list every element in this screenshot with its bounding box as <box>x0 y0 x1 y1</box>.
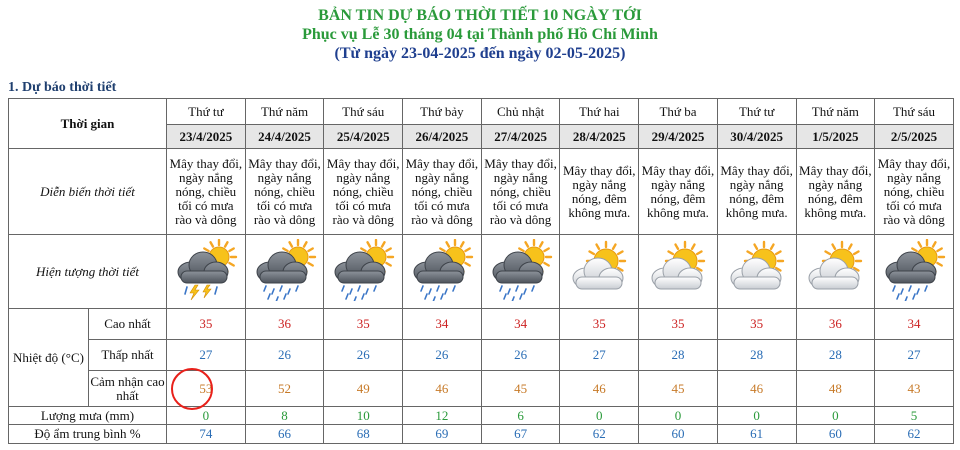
min-temp: 27 <box>560 340 639 371</box>
report-date-range: (Từ ngày 23-04-2025 đến ngày 02-05-2025) <box>334 45 626 62</box>
min-temp: 26 <box>403 340 482 371</box>
min-temp-label: Thấp nhất <box>89 340 167 371</box>
table-row <box>9 371 954 407</box>
rainfall: 0 <box>560 407 639 425</box>
weather-icon-cell <box>167 235 246 309</box>
partly-cloudy-icon <box>724 239 790 305</box>
max-temp-label: Cao nhất <box>89 309 167 340</box>
min-temp: 27 <box>875 340 954 371</box>
day-name: Thứ hai <box>560 99 639 125</box>
day-date: 30/4/2025 <box>717 125 796 149</box>
weather-desc: Mây thay đổi, ngày nắng nóng, đêm không mưa. <box>717 149 796 235</box>
rain-sun-icon <box>252 239 318 305</box>
max-temp: 36 <box>796 309 875 340</box>
humidity-label: Độ ẩm trung bình % <box>9 425 167 444</box>
humidity: 74 <box>167 425 246 444</box>
feel-temp: 46 <box>560 371 639 407</box>
humidity: 62 <box>875 425 954 444</box>
humidity: 68 <box>324 425 403 444</box>
time-header: Thời gian <box>9 99 167 149</box>
rain-sun-icon <box>881 239 947 305</box>
max-temp: 35 <box>560 309 639 340</box>
day-name: Thứ ba <box>639 99 718 125</box>
rainfall: 0 <box>717 407 796 425</box>
temperature-label: Nhiệt độ (°C) <box>9 309 89 407</box>
feel-temp-label: Cảm nhận cao nhất <box>89 371 167 407</box>
min-temp: 27 <box>167 340 246 371</box>
day-name: Chủ nhật <box>481 99 560 125</box>
humidity: 60 <box>639 425 718 444</box>
day-date: 26/4/2025 <box>403 125 482 149</box>
feel-temp: 46 <box>717 371 796 407</box>
section-title: 1. Dự báo thời tiết <box>8 80 117 95</box>
weather-icon-cell <box>403 235 482 309</box>
weather-desc: Mây thay đổi, ngày nắng nóng, chiều tối có mưa rào và dông <box>875 149 954 235</box>
feel-temp: 46 <box>403 371 482 407</box>
weather-icon-cell <box>875 235 954 309</box>
day-name: Thứ bảy <box>403 99 482 125</box>
max-temp: 34 <box>875 309 954 340</box>
table-row <box>9 340 954 371</box>
feel-temp: 43 <box>875 371 954 407</box>
table-row <box>9 99 954 125</box>
feel-temp: 53 <box>167 371 246 407</box>
table-row <box>9 407 954 425</box>
day-date: 28/4/2025 <box>560 125 639 149</box>
max-temp: 34 <box>481 309 560 340</box>
max-temp: 36 <box>245 309 324 340</box>
forecast-table <box>8 98 954 444</box>
humidity: 62 <box>560 425 639 444</box>
weather-desc-label: Diễn biến thời tiết <box>9 149 167 235</box>
weather-desc: Mây thay đổi, ngày nắng nóng, chiều tối có mưa rào và dông <box>245 149 324 235</box>
rainfall: 0 <box>639 407 718 425</box>
day-name: Thứ sáu <box>875 99 954 125</box>
partly-cloudy-icon <box>566 239 632 305</box>
day-name: Thứ tư <box>717 99 796 125</box>
day-date: 2/5/2025 <box>875 125 954 149</box>
rain-label: Lượng mưa (mm) <box>9 407 167 425</box>
rainfall: 8 <box>245 407 324 425</box>
weather-desc: Mây thay đổi, ngày nắng nóng, đêm không mưa. <box>560 149 639 235</box>
rainfall: 5 <box>875 407 954 425</box>
rainfall: 6 <box>481 407 560 425</box>
rainfall: 12 <box>403 407 482 425</box>
rain-sun-icon <box>409 239 475 305</box>
weather-icon-cell <box>796 235 875 309</box>
max-temp: 35 <box>717 309 796 340</box>
report-header <box>0 0 960 63</box>
min-temp: 28 <box>796 340 875 371</box>
weather-desc: Mây thay đổi, ngày nắng nóng, chiều tối có mưa rào và dông <box>167 149 246 235</box>
partly-cloudy-icon <box>645 239 711 305</box>
weather-desc: Mây thay đổi, ngày nắng nóng, chiều tối có mưa rào và dông <box>324 149 403 235</box>
feel-temp: 45 <box>639 371 718 407</box>
thunderstorm-sun-icon <box>173 239 239 305</box>
weather-desc: Mây thay đổi, ngày nắng nóng, đêm không mưa. <box>796 149 875 235</box>
min-temp: 26 <box>324 340 403 371</box>
max-temp: 35 <box>167 309 246 340</box>
day-name: Thứ tư <box>167 99 246 125</box>
day-date: 1/5/2025 <box>796 125 875 149</box>
humidity: 66 <box>245 425 324 444</box>
weather-icon-cell <box>481 235 560 309</box>
table-row <box>9 425 954 444</box>
day-date: 23/4/2025 <box>167 125 246 149</box>
feel-temp: 48 <box>796 371 875 407</box>
day-date: 25/4/2025 <box>324 125 403 149</box>
weather-icon-cell <box>717 235 796 309</box>
table-row <box>9 309 954 340</box>
day-date: 24/4/2025 <box>245 125 324 149</box>
max-temp: 35 <box>639 309 718 340</box>
rainfall: 10 <box>324 407 403 425</box>
min-temp: 26 <box>481 340 560 371</box>
table-row <box>9 149 954 235</box>
min-temp: 28 <box>717 340 796 371</box>
max-temp: 34 <box>403 309 482 340</box>
weather-phen-label: Hiện tượng thời tiết <box>9 235 167 309</box>
day-name: Thứ năm <box>796 99 875 125</box>
day-date: 27/4/2025 <box>481 125 560 149</box>
weather-desc: Mây thay đổi, ngày nắng nóng, đêm không mưa. <box>639 149 718 235</box>
partly-cloudy-icon <box>802 239 868 305</box>
feel-temp: 52 <box>245 371 324 407</box>
min-temp: 26 <box>245 340 324 371</box>
weather-icon-cell <box>245 235 324 309</box>
max-temp: 35 <box>324 309 403 340</box>
table-row <box>9 235 954 309</box>
feel-temp: 49 <box>324 371 403 407</box>
day-name: Thứ sáu <box>324 99 403 125</box>
report-title: BẢN TIN DỰ BÁO THỜI TIẾT 10 NGÀY TỚI <box>318 7 642 24</box>
day-name: Thứ năm <box>245 99 324 125</box>
humidity: 61 <box>717 425 796 444</box>
humidity: 69 <box>403 425 482 444</box>
feel-temp: 45 <box>481 371 560 407</box>
weather-desc: Mây thay đổi, ngày nắng nóng, chiều tối có mưa rào và dông <box>481 149 560 235</box>
weather-desc: Mây thay đổi, ngày nắng nóng, chiều tối có mưa rào và dông <box>403 149 482 235</box>
report-subtitle: Phục vụ Lễ 30 tháng 04 tại Thành phố Hồ Chí Minh <box>302 26 658 43</box>
day-date: 29/4/2025 <box>639 125 718 149</box>
weather-icon-cell <box>560 235 639 309</box>
rainfall: 0 <box>796 407 875 425</box>
weather-icon-cell <box>324 235 403 309</box>
rainfall: 0 <box>167 407 246 425</box>
min-temp: 28 <box>639 340 718 371</box>
humidity: 60 <box>796 425 875 444</box>
rain-sun-icon <box>488 239 554 305</box>
rain-sun-icon <box>330 239 396 305</box>
humidity: 67 <box>481 425 560 444</box>
weather-icon-cell <box>639 235 718 309</box>
